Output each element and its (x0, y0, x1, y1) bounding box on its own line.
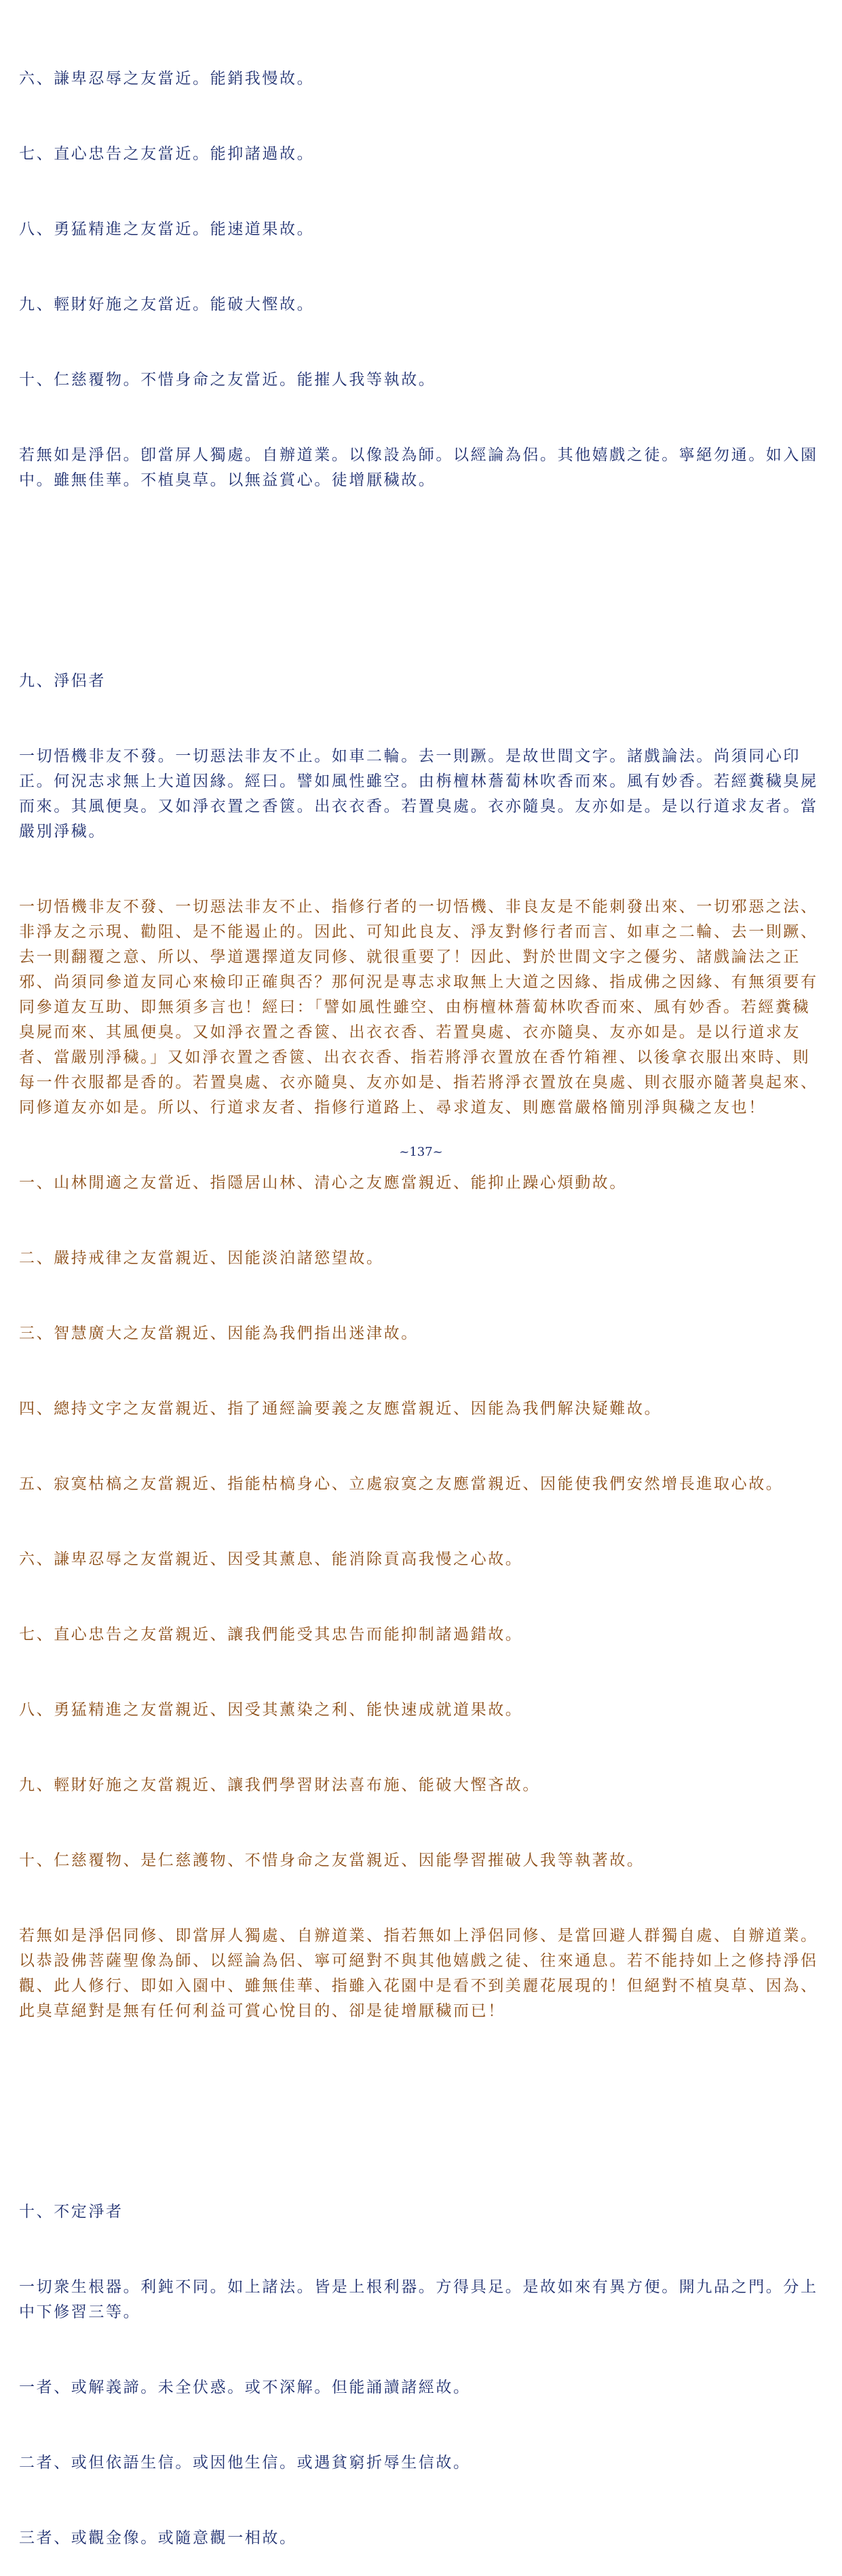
section-heading-10: 十、不定淨者 (19, 2203, 123, 2221)
document-body (19, 16, 825, 2576)
precept-line-10: 十、仁慈覆物。不惜身命之友當近。能摧人我等執故。 (19, 371, 436, 389)
section-10-item-1: 一者、或解義諦。未全伏惑。或不深解。但能誦讀諸經故。 (19, 2379, 471, 2396)
precept-line-9: 九、輕財好施之友當近。能破大慳故。 (19, 296, 315, 313)
paragraph-gap (19, 568, 825, 593)
commentary-item-7: 七、直心忠告之友當親近、讓我們能受其忠告而能抑制諸過錯故。 (19, 1626, 523, 1643)
section-10-item-3: 三者、或觀金像。或隨意觀一相故。 (19, 2529, 297, 2547)
commentary-item-3: 三、智慧廣大之友當親近、因能為我們指出迷津故。 (19, 1325, 419, 1342)
section-9-scripture: 一切悟機非友不發。一切惡法非友不止。如車二輪。去一則蹶。是故世間文字。諸戲論法。尚須同心印正。何況志求無上大道因緣。經曰。譬如風性雖空。由栴檀林薝蔔林吹香而來。風有妙香。若經糞穢臭屍而來。其風便臭。又如淨衣置之香篋。出衣衣香。若置臭處。衣亦隨臭。友亦如是。是以行道求友者。當嚴別淨穢。 (19, 747, 818, 840)
precept-line-8: 八、勇猛精進之友當近。能速道果故。 (19, 220, 315, 238)
section-heading-9: 九、淨侶者 (19, 672, 106, 690)
commentary-paragraph: 一切悟機非友不發、一切惡法非友不止、指修行者的一切悟機、非良友是不能刺發出來、一切邪惡之法、非淨友之示現、勸阻、是不能遏止的。因此、可知此良友、淨友對修行者而言、如車之二輪、去一則蹶、去一則翻覆之意、所以、學道選擇道友同修、就很重要了！因此、對於世間文字之優劣、諸戲論法之正邪、尚須同參道友同心來檢印正確與否？那何況是專志求取無上大道之因緣、指成佛之因緣、有無須要有同參道友互助、即無須多言也！經曰：「譬如風性雖空、由栴檀林薝蔔林吹香而來、風有妙香。若經糞穢臭屍而來、其風便臭。又如淨衣置之香篋、出衣衣香、若置臭處、衣亦隨臭、友亦如是。是以行道求友者、當嚴別淨穢。」又如淨衣置之香篋、出衣衣香、指若將淨衣置放在香竹箱裡、以後拿衣服出來時、則每一件衣服都是香的。若置臭處、衣亦隨臭、友亦如是、指若將淨衣置放在臭處、則衣服亦隨著臭起來、同修道友亦如是。所以、行道求友者、指修行道路上、尋求道友、則應當嚴格簡別淨與穢之友也！ (19, 898, 818, 1116)
commentary-item-9: 九、輕財好施之友當親近、讓我們學習財法喜布施、能破大慳吝故。 (19, 1776, 540, 1794)
commentary-summary: 若無如是淨侶同修、即當屏人獨處、自辦道業、指若無如上淨侶同修、是當回避人群獨自處、自辦道業。以恭設佛菩薩聖像為師、以經論為侶、寧可絕對不與其他嬉戲之徒、往來通息。若不能持如上之修持淨侶觀、此人修行、即如入園中、雖無佳華、指雖入花園中是看不到美麗花展現的！但絕對不植臭草、因為、此臭草絕對是無有任何利益可賞心悅目的、卻是徒增厭穢而已！ (19, 1927, 818, 2020)
commentary-item-4: 四、總持文字之友當親近、指了通經論要義之友應當親近、因能為我們解決疑難故。 (19, 1400, 662, 1418)
commentary-item-10: 十、仁慈覆物、是仁慈護物、不惜身命之友當親近、因能學習摧破人我等執著故。 (19, 1852, 645, 1869)
precept-line-7: 七、直心忠告之友當近。能抑諸過故。 (19, 145, 315, 163)
precept-summary: 若無如是淨侶。卽當屏人獨處。自辦道業。以像設為師。以經論為侶。其他嬉戲之徒。寧絕勿通。如入園中。雖無佳華。不植臭草。以無益賞心。徒增厭穢故。 (19, 446, 818, 489)
paragraph-gap (19, 2099, 825, 2124)
page-number: ~137~ (399, 1145, 443, 1159)
commentary-item-1: 一、山林閒適之友當近、指隱居山林、清心之友應當親近、能抑止躁心煩動故。 (19, 1174, 627, 1192)
section-10-intro: 一切衆生根器。利鈍不同。如上諸法。皆是上根利器。方得具足。是故如來有異方便。開九品之門。分上中下修習三等。 (19, 2278, 818, 2321)
section-10-item-2: 二者、或但依語生信。或因他生信。或遇貧窮折辱生信故。 (19, 2454, 471, 2472)
commentary-item-5: 五、寂寞枯槁之友當親近、指能枯槁身心、立處寂寞之友應當親近、因能使我們安然增長進取心故。 (19, 1475, 784, 1493)
precept-line-6: 六、謙卑忍辱之友當近。能銷我慢故。 (19, 70, 315, 87)
commentary-item-6: 六、謙卑忍辱之友當親近、因受其薰息、能消除貢高我慢之心故。 (19, 1550, 523, 1568)
commentary-item-2: 二、嚴持戒律之友當親近、因能淡泊諸慾望故。 (19, 1249, 384, 1267)
commentary-item-8: 八、勇猛精進之友當親近、因受其薰染之利、能快速成就道果故。 (19, 1701, 523, 1719)
